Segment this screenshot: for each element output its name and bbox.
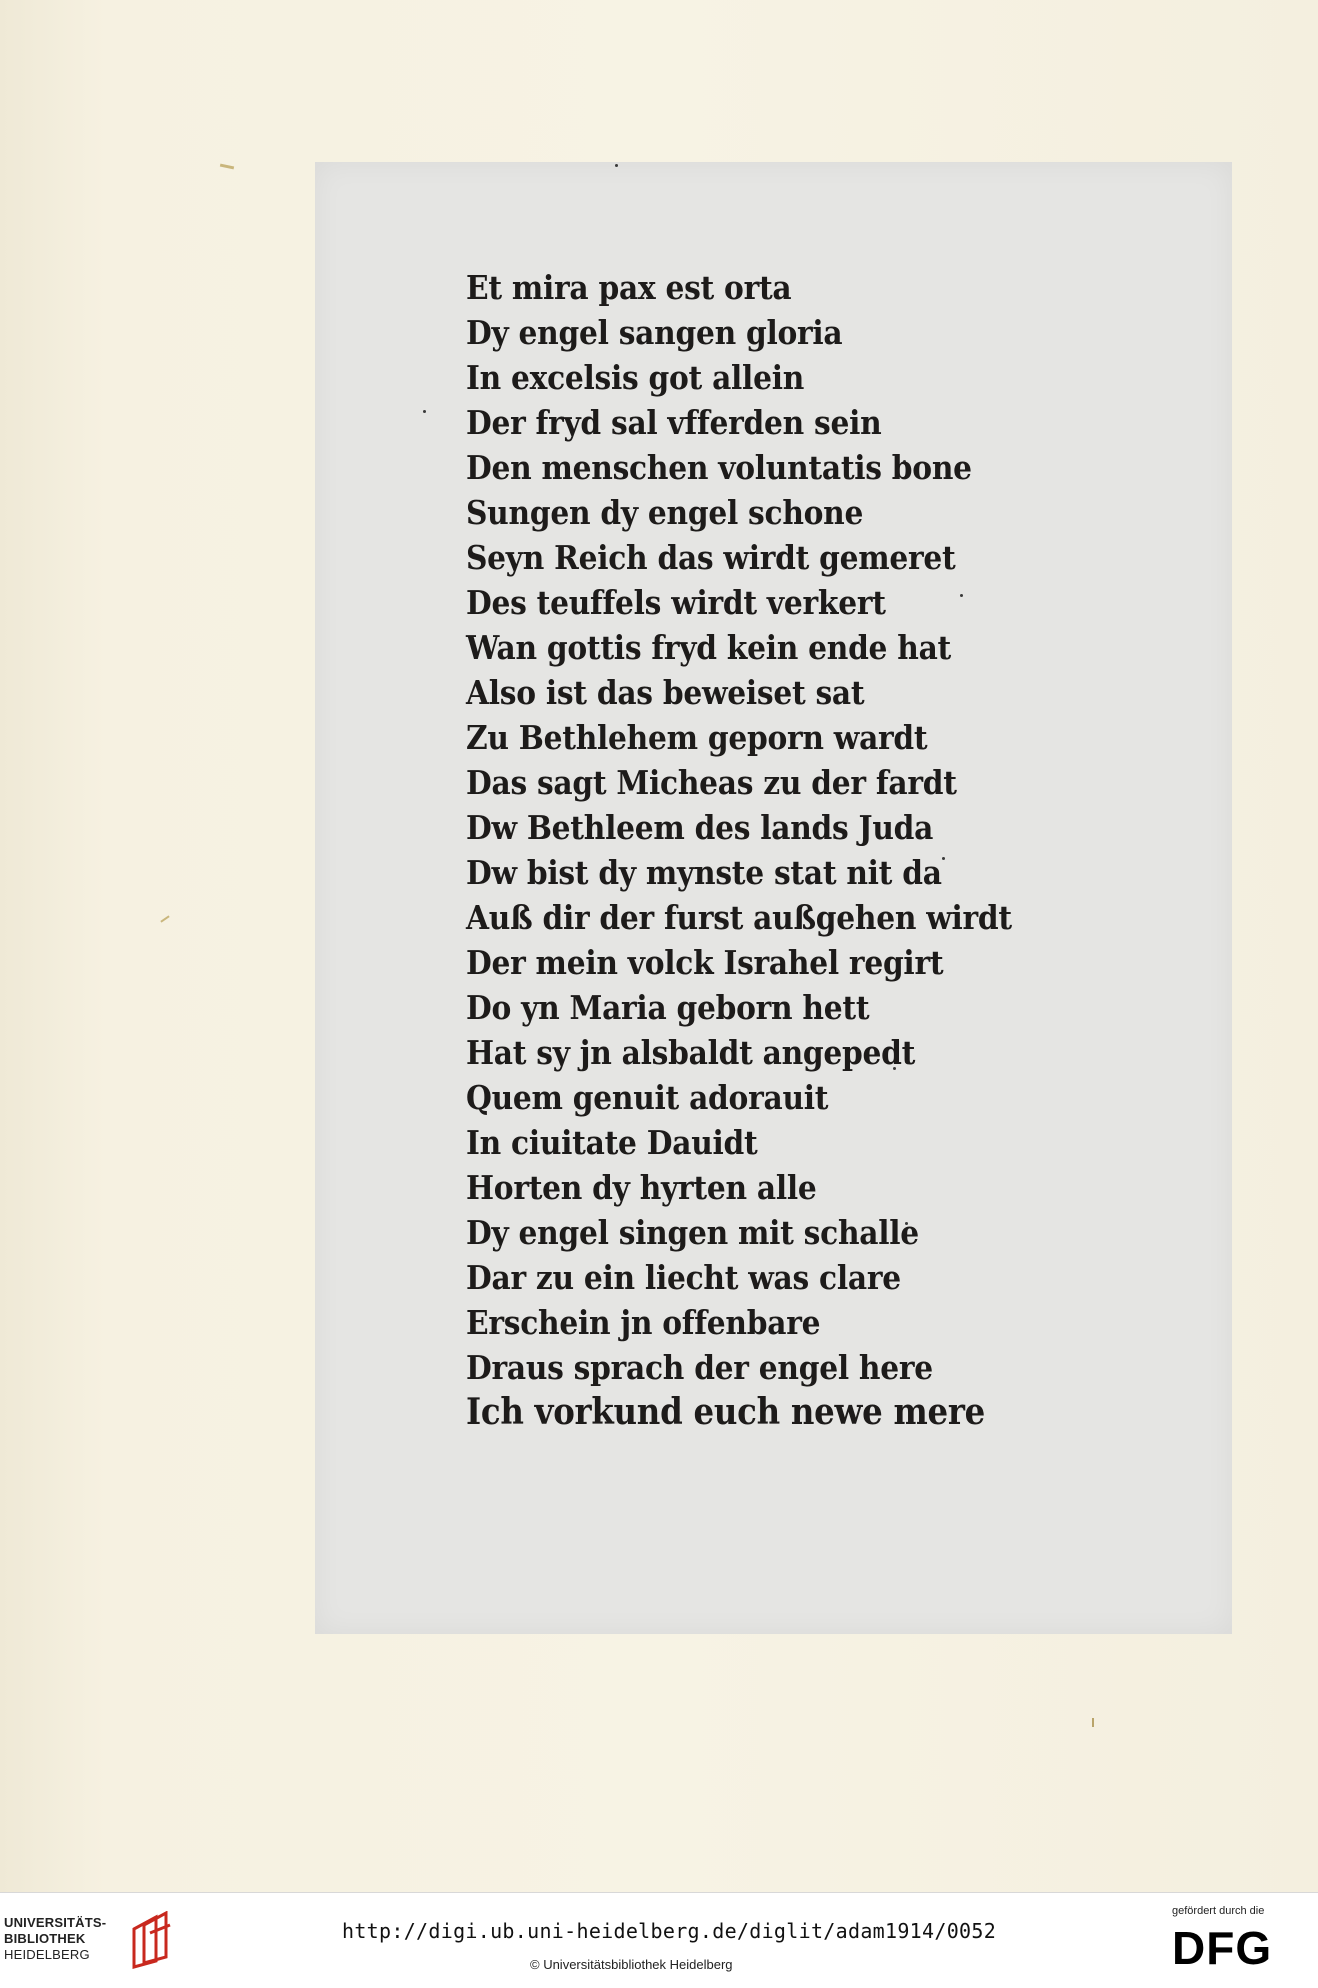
ink-speck: [615, 164, 618, 167]
verse-line: Ich vorkund euch newe mere: [466, 1391, 985, 1433]
verse-line: Der fryd sal vfferden sein: [466, 403, 882, 442]
verse-line: Dy engel sangen gloria: [466, 313, 843, 352]
paper-mark: [1092, 1718, 1094, 1727]
verse-text: [466, 265, 1073, 1435]
verse-line: Hat sy jn alsbaldt angepedt: [466, 1033, 916, 1072]
copyright-notice: © Universitätsbibliothek Heidelberg: [530, 1957, 733, 1972]
verse-line: Dy engel singen mit schalle: [466, 1213, 919, 1252]
verse-line: Den menschen voluntatis bone: [466, 448, 972, 487]
verse-line: Wan gottis fryd kein ende hat: [466, 628, 952, 667]
verse-line: Das sagt Micheas zu der fardt: [466, 763, 957, 802]
verse-line: In ciuitate Dauidt: [466, 1123, 758, 1162]
verse-line: Quem genuit adorauit: [466, 1078, 829, 1117]
library-name-line: HEIDELBERG: [4, 1947, 90, 1962]
verse-line: Also ist das beweiset sat: [466, 673, 865, 712]
ink-speck: [423, 410, 426, 413]
permalink-url[interactable]: http://digi.ub.uni-heidelberg.de/diglit/adam1914/0052: [342, 1919, 997, 1943]
dfg-logo[interactable]: DFG: [1172, 1922, 1273, 1974]
library-emblem-icon: [130, 1911, 174, 1969]
verse-line: Et mira pax est orta: [466, 268, 792, 307]
paper-mark: [220, 164, 234, 170]
verse-line: Auß dir der furst außgehen wirdt: [466, 898, 1012, 937]
verse-line: Do yn Maria geborn hett: [466, 988, 870, 1027]
verse-line: Des teuffels wirdt verkert: [466, 583, 886, 622]
verse-line: Draus sprach der engel here: [466, 1348, 933, 1387]
verse-line: Horten dy hyrten alle: [466, 1168, 817, 1207]
funding-note: gefördert durch die: [1172, 1905, 1265, 1917]
verse-line: Seyn Reich das wirdt gemeret: [466, 538, 956, 577]
verse-line: Erschein jn offenbare: [466, 1303, 821, 1342]
verse-line: Dw bist dy mynste stat nit da: [466, 853, 942, 892]
verse-line: In excelsis got allein: [466, 358, 805, 397]
library-name-line: BIBLIOTHEK: [4, 1931, 86, 1946]
verse-line: Zu Bethlehem geporn wardt: [466, 718, 928, 757]
verse-line: Dw Bethleem des lands Juda: [466, 808, 934, 847]
verse-line: Sungen dy engel schone: [466, 493, 864, 532]
library-name-line: UNIVERSITÄTS-: [4, 1915, 107, 1930]
verse-line: Dar zu ein liecht was clare: [466, 1258, 901, 1297]
paper-mark: [160, 915, 169, 922]
viewer-footer: [0, 1892, 1318, 1988]
verse-line: Der mein volck Israhel regirt: [466, 943, 944, 982]
